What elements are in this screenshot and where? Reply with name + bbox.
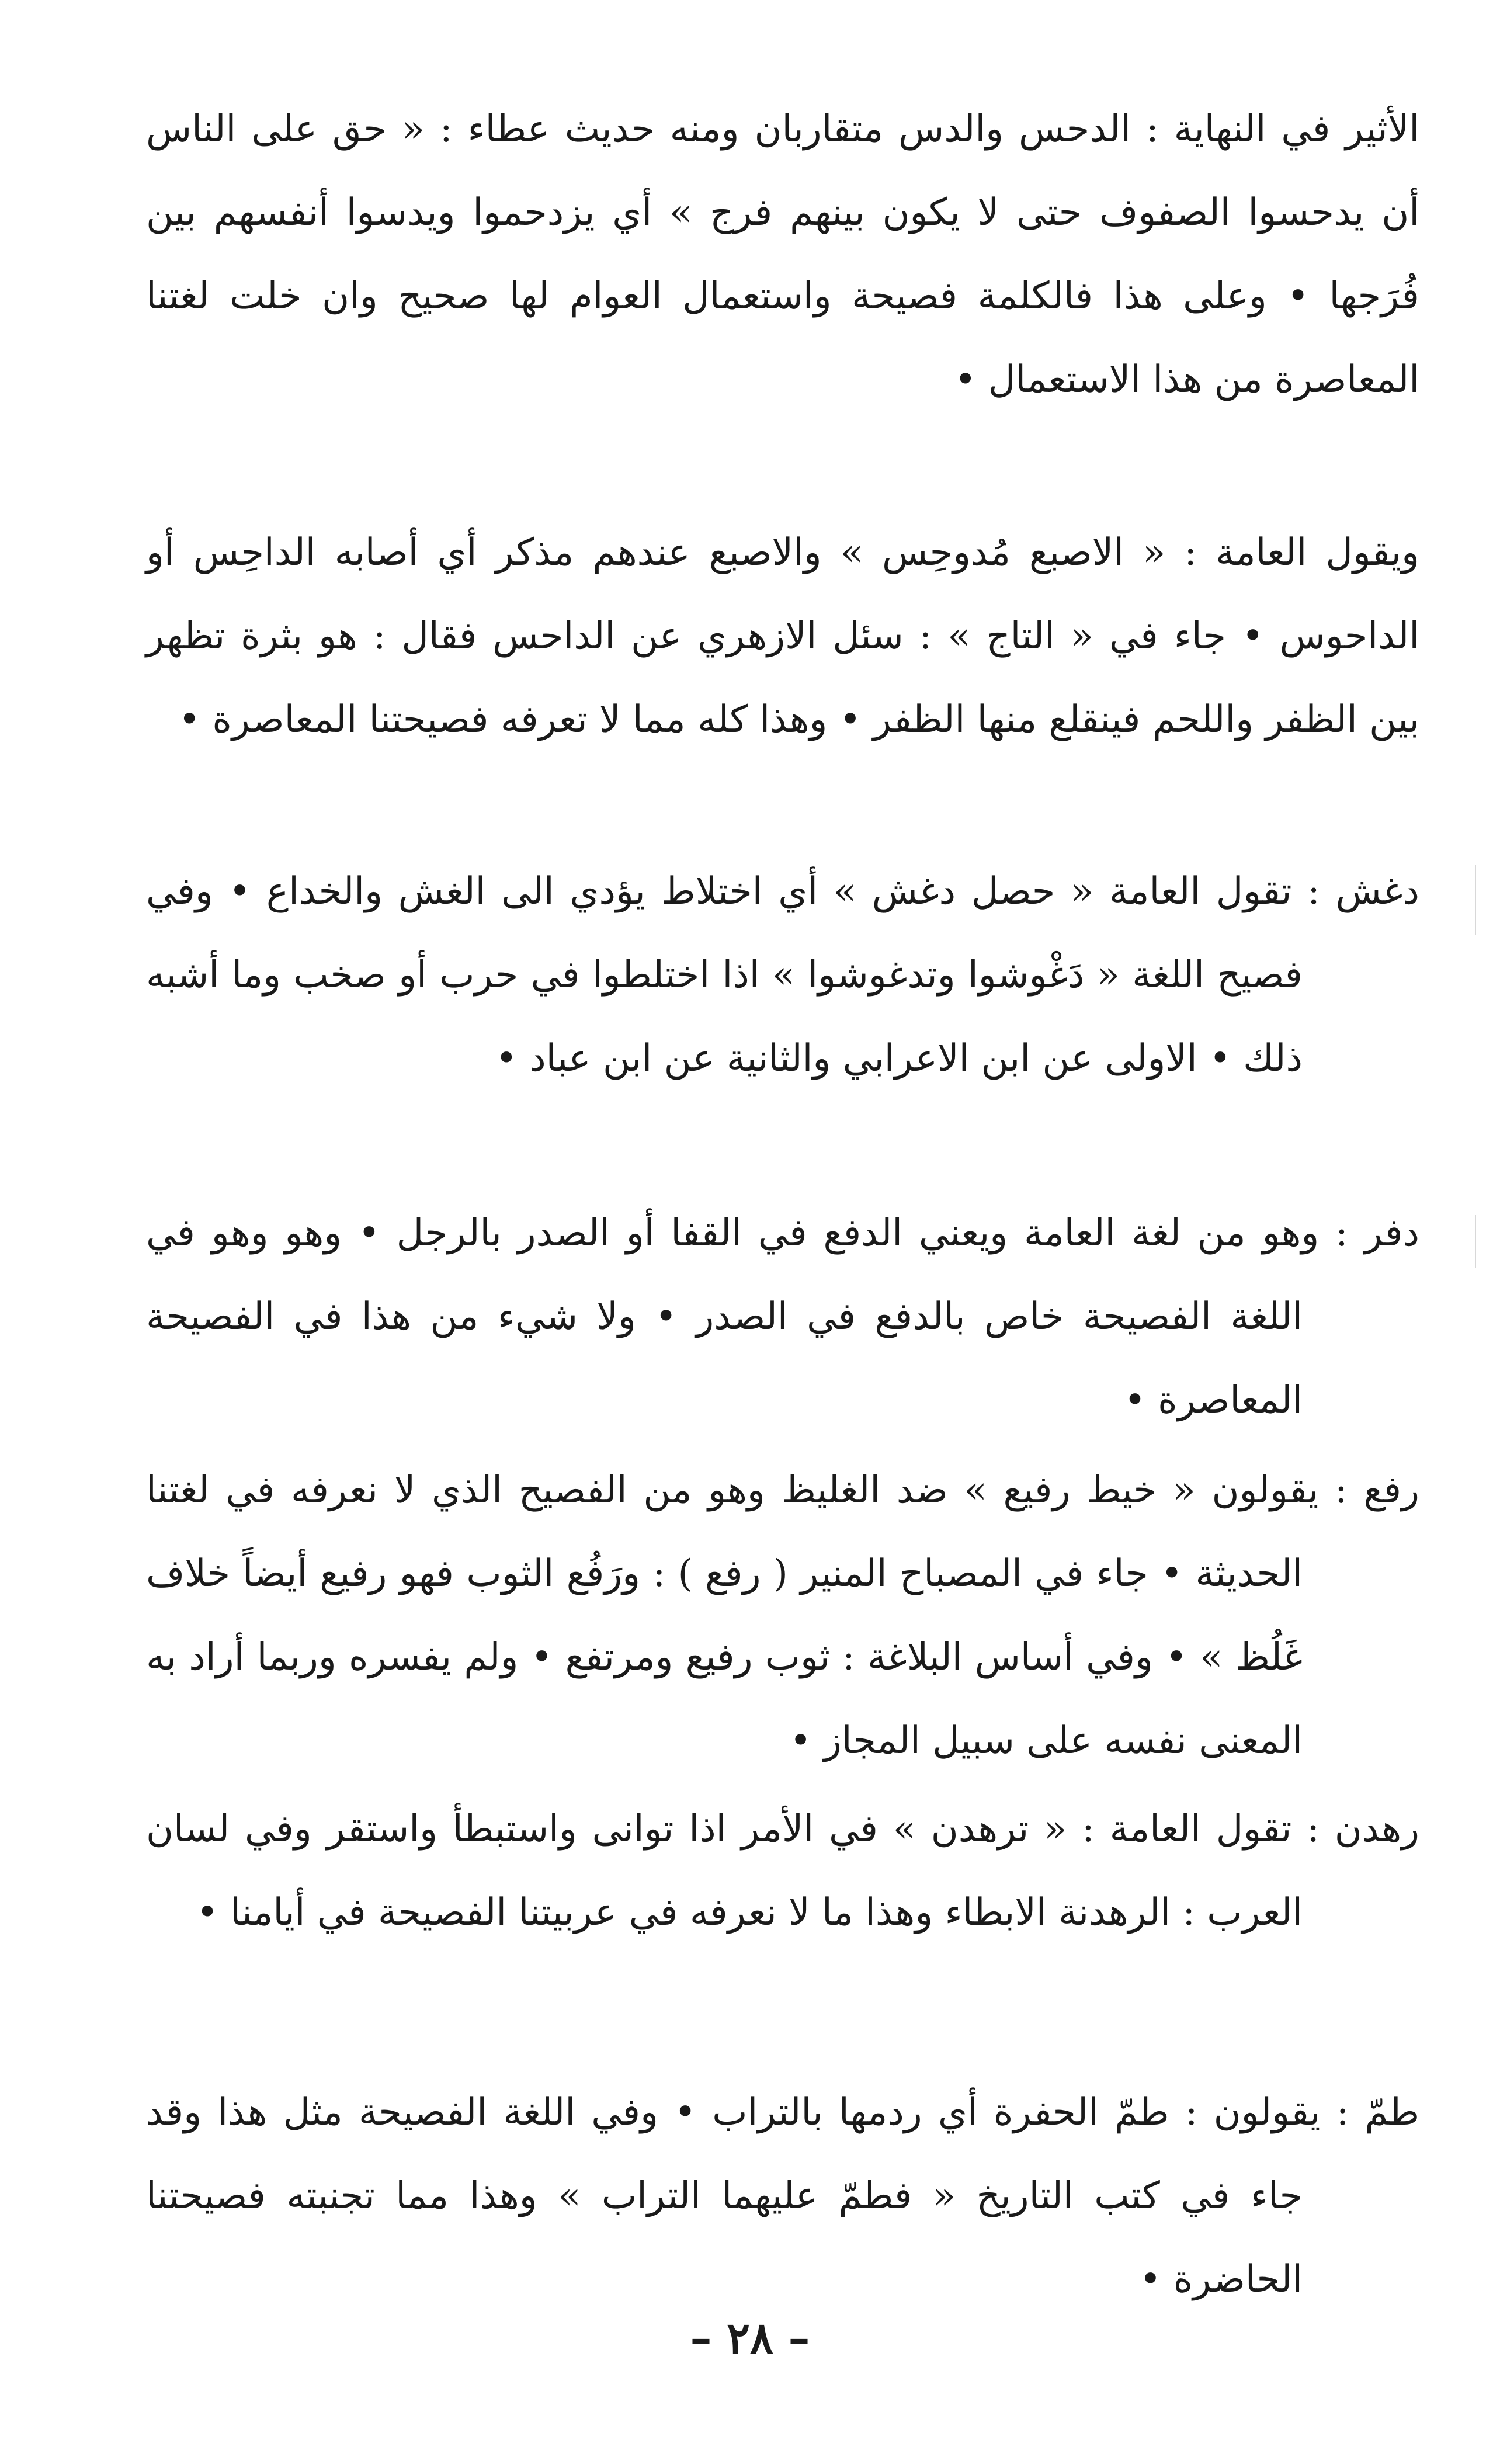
- scan-edge-mark: [1475, 1215, 1476, 1268]
- scan-edge-mark: [1475, 865, 1476, 935]
- page-number: – ٢٨ –: [690, 2313, 810, 2364]
- entry-tamm: [146, 2071, 1419, 2321]
- paragraph-dahs: [146, 88, 1419, 422]
- entry-text: تقول العامة « حصل دغش » أي اختلاط يؤدي الى الغش والخداع • وفي فصيح اللغة « دَغْوشوا وتدغوشوا » اذا اختلطوا في حرب أو صخب وما أشبه ذلك • الاولى عن ابن الاعرابي والثانية عن ابن عباد •: [146, 870, 1303, 1080]
- entry-term: طمّ :: [1336, 2091, 1420, 2134]
- entry-text: تقول العامة : « ترهدن » في الأمر اذا توانى واستبطأ واستقر وفي لسان العرب : الرهدنة الابطاء وهذا ما لا نعرفه في عربيتنا الفصيحة في أيامنا •: [146, 1807, 1303, 1934]
- paragraph-text: ويقول العامة : « الاصبع مُدوحِس » والاصبع عندهم مذكر أي أصابه الداحِس أو الداحوس • جاء في « التاج » : سئل الازهري عن الداحس فقال : هو بثرة تظهر بين الظفر واللحم فينقلع منها الظفر • وهذا كله مما لا تعرفه فصيحتنا المعاصرة •: [146, 531, 1419, 741]
- entry-term: دفر :: [1335, 1212, 1420, 1255]
- entry-text: يقولون « خيط رفيع » ضد الغليظ وهو من الفصيح الذي لا نعرفه في لغتنا الحديثة • جاء في المصباح المنير ( رفع ) : ورَفُع الثوب فهو رفيع أيضاً خلاف غَلُظ » • وفي أساس البلاغة : ثوب رفيع ومرتفع • ولم يفسره وربما أراد به المعنى نفسه على سبيل المجاز •: [146, 1469, 1319, 1762]
- paragraph-text: الأثير في النهاية : الدحس والدس متقاربان ومنه حديث عطاء : « حق على الناس أن يدحسوا الصفوف حتى لا يكون بينهم فرج » أي يزدحموا ويدسوا أنفسهم بين فُرَجها • وعلى هذا فالكلمة فصيحة واستعمال العوام لها صحيح وان خلت لغتنا المعاصرة من هذا الاستعمال •: [146, 107, 1420, 401]
- entry-term: دغش :: [1307, 870, 1420, 913]
- entry-rahdan: [146, 1788, 1419, 1955]
- entry-dafar: [146, 1192, 1419, 1442]
- entry-term: رهدن :: [1307, 1807, 1420, 1851]
- entry-rafaa: [146, 1449, 1419, 1783]
- entry-term: رفع :: [1335, 1469, 1420, 1512]
- entry-text: وهو من لغة العامة ويعني الدفع في القفا أو الصدر بالرجل • وهو وهو في اللغة الفصيحة خاص بالدفع في الصدر • ولا شيء من هذا في الفصيحة المعاصرة •: [146, 1212, 1320, 1422]
- entry-text: يقولون : طمّ الحفرة أي ردمها بالتراب • وفي اللغة الفصيحة مثل هذا وقد جاء في كتب التاريخ « فطمّ عليهما التراب » وهذا مما تجنبته فصيحتنا الحاضرة •: [146, 2091, 1321, 2301]
- entry-daghash: [146, 850, 1419, 1101]
- paragraph-dawhas: [146, 511, 1419, 762]
